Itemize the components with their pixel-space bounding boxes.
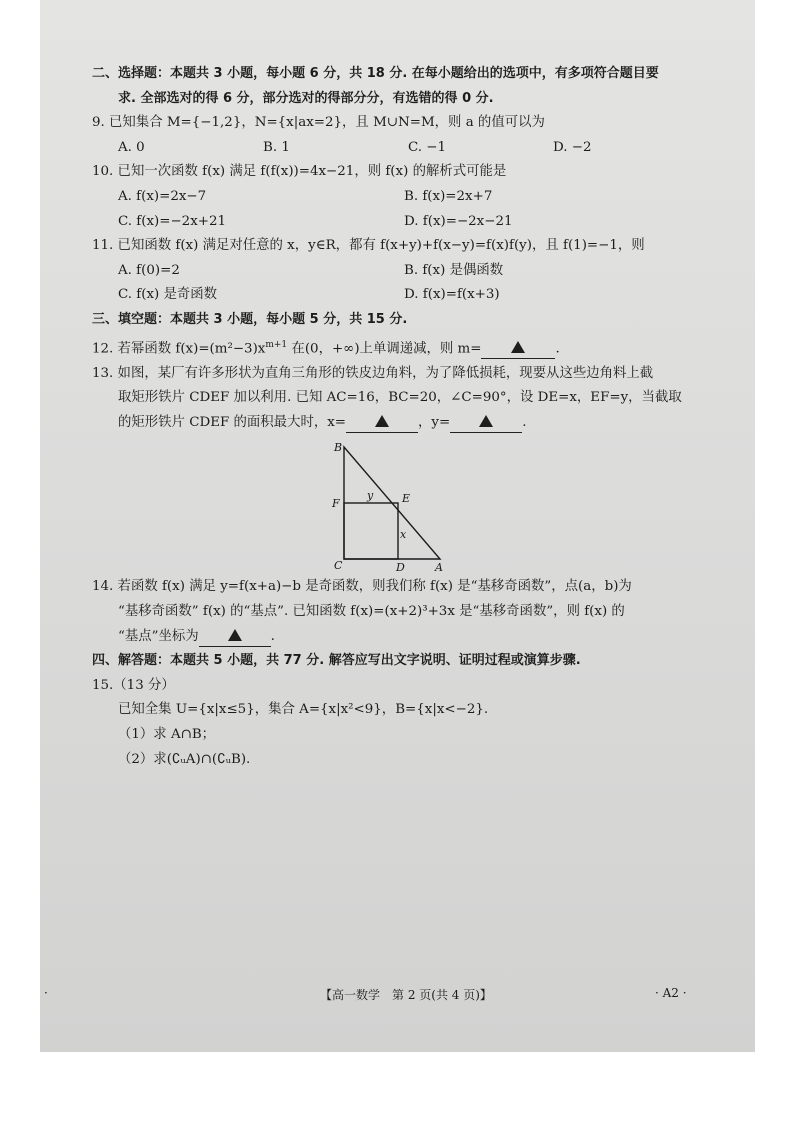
label-c: C (334, 559, 343, 573)
q14-line3 (92, 625, 702, 650)
q13-y-answer-blank[interactable] (450, 414, 522, 433)
label-b: B (334, 441, 343, 455)
section3-heading: 三、填空题：本题共 3 小题，每小题 5 分，共 15 分. (92, 311, 408, 327)
q14-line1: 14. 若函数 f(x) 满足 y=f(x+a)−b 是奇函数，则我们称 f(x) 是“基移奇函数”，点(a，b)为 (92, 579, 632, 595)
q9-options (92, 136, 702, 161)
triangle-marker-icon (375, 415, 389, 427)
q11-option-b: B. f(x) 是偶函数 (404, 262, 504, 278)
section2-heading: 二、选择题：本题共 3 小题，每小题 6 分，共 18 分. 在每小题给出的选项中，有多项符合题目要 (92, 66, 659, 81)
q13-end: . (522, 414, 527, 430)
q14-end: . (270, 628, 275, 644)
q11-stem: 11. 已知函数 f(x) 满足对任意的 x，y∈R，都有 f(x+y)+f(x−y)=f(x)f(y)，且 f(1)=−1，则 (92, 238, 645, 254)
section2-heading-cont: 求. 全部选对的得 6 分，部分选对的得部分分，有选错的得 0 分. (118, 90, 494, 106)
q9-option-d: D. −2 (553, 139, 592, 155)
q12-stem (92, 333, 702, 362)
footer-dot: · (44, 986, 48, 1000)
label-y: y (367, 489, 374, 503)
q15-part1: （1）求 A∩B； (118, 726, 216, 742)
q12-answer-blank[interactable] (481, 340, 555, 359)
q10-option-d: D. f(x)=−2x−21 (404, 213, 513, 229)
section4-heading: 四、解答题：本题共 5 小题，共 77 分. 解答应写出文字说明、证明过程或演算步骤. (92, 653, 581, 669)
q9-option-b: B. 1 (263, 139, 290, 155)
q13-text-x: 的矩形铁片 CDEF 的面积最大时，x= (118, 414, 347, 430)
label-d: D (396, 561, 405, 574)
q13-line3 (92, 411, 702, 436)
q10-options-row1 (92, 185, 702, 210)
q15-title: 15.（13 分） (92, 677, 175, 693)
q12-end: . (555, 341, 560, 356)
page-content (92, 62, 702, 772)
q12-text-after: 在(0，+∞)上单调递减，则 m= (287, 341, 482, 356)
label-x: x (400, 528, 407, 542)
label-a: A (435, 561, 443, 574)
q10-option-a: A. f(x)=2x−7 (118, 188, 207, 204)
q11-option-c: C. f(x) 是奇函数 (118, 287, 218, 303)
q9-option-a: A. 0 (118, 139, 145, 155)
q9-stem: 9. 已知集合 M={−1,2}，N={x|ax=2}，且 M∪N=M，则 a 的值可以为 (92, 115, 545, 131)
q13-text-y: ，y= (418, 414, 451, 430)
label-f: F (332, 497, 340, 511)
triangle-marker-icon (479, 415, 493, 427)
q15-part2: （2）求(∁ᵤA)∩(∁ᵤB). (118, 751, 251, 767)
q11-options-row2 (92, 283, 702, 308)
triangle-marker-icon (228, 629, 242, 641)
triangle-marker-icon (511, 341, 525, 353)
q14-answer-blank[interactable] (199, 628, 271, 647)
label-e: E (402, 492, 411, 506)
footer-paper-code: · A2 · (655, 986, 687, 1000)
rectangle-cdef (344, 503, 398, 559)
q15-stem: 已知全集 U={x|x≤5}，集合 A={x|x²<9}，B={x|x<−2}. (118, 702, 489, 718)
q10-options-row2 (92, 210, 702, 235)
footer-page-info: 【高一数学 第 2 页(共 4 页)】 (320, 988, 492, 1002)
q12-text-before: 12. 若幂函数 f(x)=(m²−3)x (92, 341, 266, 356)
q10-option-c: C. f(x)=−2x+21 (118, 213, 227, 229)
q14-line2: “基移奇函数” f(x) 的“基点”. 已知函数 f(x)=(x+2)³+3x 是“基移奇函数”，则 f(x) 的 (118, 603, 625, 619)
q13-x-answer-blank[interactable] (346, 414, 418, 433)
q13-figure (92, 435, 702, 575)
right-triangle-rectangle-diagram (318, 435, 458, 573)
q10-option-b: B. f(x)=2x+7 (404, 188, 493, 204)
exam-page (40, 0, 755, 1052)
q11-options-row1 (92, 259, 702, 284)
q11-option-a: A. f(0)=2 (118, 262, 180, 278)
q10-stem: 10. 已知一次函数 f(x) 满足 f(f(x))=4x−21，则 f(x) 的解析式可能是 (92, 164, 507, 180)
q13-line2: 取矩形铁片 CDEF 加以利用. 已知 AC=16，BC=20，∠C=90°，设 DE=x，EF=y，当截取 (118, 390, 682, 406)
q9-option-c: C. −1 (408, 139, 447, 155)
q12-exponent: m+1 (265, 339, 288, 350)
q13-line1: 13. 如图，某厂有许多形状为直角三角形的铁皮边角料，为了降低损耗，现要从这些边角料上截 (92, 365, 654, 381)
q11-option-d: D. f(x)=f(x+3) (404, 287, 500, 303)
q14-text: “基点”坐标为 (118, 628, 199, 644)
